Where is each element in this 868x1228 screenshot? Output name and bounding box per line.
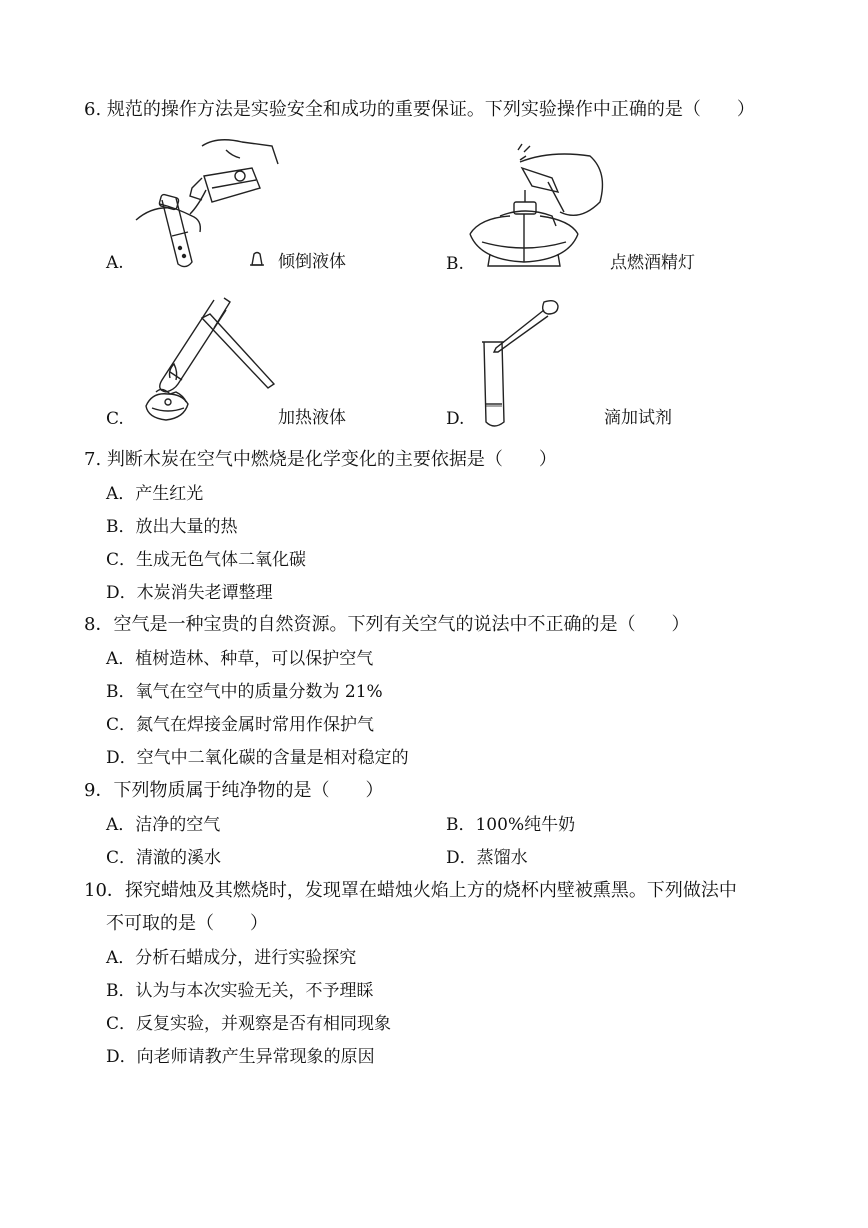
q9-option-d: D．蒸馏水 <box>446 848 528 868</box>
q9-option-a: A．洁净的空气 <box>106 815 221 835</box>
q10-stem-line1: 10．探究蜡烛及其燃烧时，发现罩在蜡烛火焰上方的烧杯内壁被熏黑。下列做法中 <box>84 880 737 901</box>
q6-option-a-letter: A. <box>106 253 124 273</box>
q7-option-b: B．放出大量的热 <box>106 517 238 537</box>
stopper-icon <box>248 251 266 267</box>
q8-option-d: D．空气中二氧化碳的含量是相对稳定的 <box>106 748 409 768</box>
q10-option-d: D．向老师请教产生异常现象的原因 <box>106 1047 375 1067</box>
q7-option-a: A．产生红光 <box>106 484 204 504</box>
q8-stem: 8．空气是一种宝贵的自然资源。下列有关空气的说法中不正确的是（ ） <box>84 614 690 635</box>
q8-option-b: B．氧气在空气中的质量分数为 21% <box>106 682 383 702</box>
q7-option-c: C．生成无色气体二氧化碳 <box>106 550 307 570</box>
q10-option-b: B．认为与本次实验无关，不予理睬 <box>106 981 374 1001</box>
q6-option-d-caption: 滴加试剂 <box>604 408 672 428</box>
pouring-liquid-figure <box>132 136 280 270</box>
q9-option-b: B．100%纯牛奶 <box>446 815 576 835</box>
q6-stem: 6. 规范的操作方法是实验安全和成功的重要保证。下列实验操作中正确的是（ ） <box>84 99 755 120</box>
q7-stem: 7. 判断木炭在空气中燃烧是化学变化的主要依据是（ ） <box>84 449 557 470</box>
q6-option-d-letter: D. <box>446 409 465 429</box>
q6-option-b-caption: 点燃酒精灯 <box>610 253 695 273</box>
q10-option-c: C．反复实验，并观察是否有相同现象 <box>106 1014 392 1034</box>
q6-option-b-letter: B. <box>446 254 464 274</box>
heating-liquid-figure <box>140 296 280 428</box>
lighting-alcohol-lamp-figure <box>460 142 610 270</box>
q7-option-d: D．木炭消失老谭整理 <box>106 583 273 603</box>
q6-option-c-caption: 加热液体 <box>278 408 346 428</box>
q8-option-a: A．植树造林、种草，可以保护空气 <box>106 649 374 669</box>
dropper-reagent-figure <box>474 298 564 430</box>
q10-option-a: A．分析石蜡成分，进行实验探究 <box>106 948 357 968</box>
q10-stem-line2: 不可取的是（ ） <box>106 913 268 934</box>
q6-option-a-caption: 倾倒液体 <box>278 252 346 272</box>
q9-stem: 9．下列物质属于纯净物的是（ ） <box>84 780 384 801</box>
q9-option-c: C．清澈的溪水 <box>106 848 222 868</box>
q8-option-c: C．氮气在焊接金属时常用作保护气 <box>106 715 375 735</box>
q6-option-c-letter: C. <box>106 409 124 429</box>
